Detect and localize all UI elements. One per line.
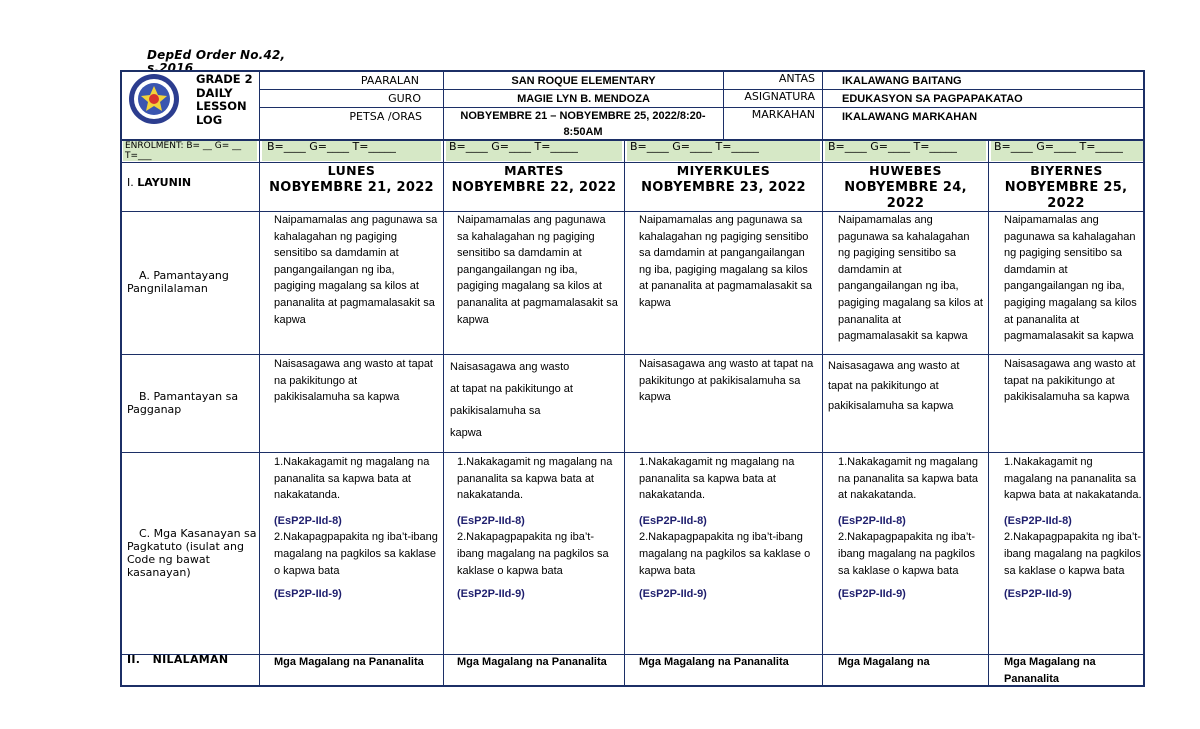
enrolment-label: ENROLMENT: B= __ G= __ T=___: [123, 141, 257, 161]
log-title-line: GRADE 2: [196, 72, 253, 86]
asignatura-value: EDUKASYON SA PAGPAPAKATAO: [842, 93, 1023, 105]
log-title-line: LOG: [196, 112, 223, 127]
nilalaman-miyerkules: Mga Magalang na Pananalita: [639, 656, 789, 668]
paaralan-value: SAN ROQUE ELEMENTARY: [511, 75, 656, 87]
competency-1-code: (EsP2P-IId-8): [274, 514, 342, 527]
competency-1-code: (EsP2P-IId-8): [457, 514, 525, 527]
row-c-huwebes: [838, 454, 984, 603]
nilalaman-heading: [127, 652, 257, 668]
day-miyerkules: MIYERKULES: [676, 163, 771, 178]
competency-2: 2.Nakapagpapakita ng iba’t-ibang magalang na pagkilos sa kaklase o kapwa bata: [838, 531, 975, 577]
row-c-martes: [457, 454, 620, 603]
nilalaman-martes: Mga Magalang na Pananalita: [457, 656, 607, 668]
log-title: [196, 73, 258, 127]
row-c-lunes: [274, 454, 440, 603]
layunin-label: LAYUNIN: [137, 176, 192, 189]
competency-1-code: (EsP2P-IId-8): [639, 514, 707, 527]
competency-2: 2.Nakapagpapakita ng iba’t-ibang magalang na pagkilos sa kaklase o kapwa bata: [457, 531, 609, 577]
row-a-miyerkules: Naipamamalas ang pagunawa sa kahalagahan ng pagiging sensitibo sa damdamin at pangangailangan ng iba, pagiging magalang sa kilos at pananalita at pagmamalasakit sa kapwa: [639, 214, 813, 309]
competency-2: 2.Nakapagpapakita ng iba’t-ibang magalang na pagkilos sa kaklase o kapwa bata: [274, 531, 438, 577]
competency-2-code: (EsP2P-IId-9): [838, 588, 906, 601]
date-huwebes: NOBYEMBRE 24, 2022: [844, 180, 967, 211]
row-b-miyerkules: Naisasagawa ang wasto at tapat na pakikitungo at pakikisalamuha sa kapwa: [639, 358, 814, 404]
deped-order-reference: DepEd Order No.42, s.2016: [147, 48, 286, 75]
row-b-biyernes: Naisasagawa ang wasto at tapat na pakikitungo at pakikisalamuha sa kapwa: [1004, 358, 1136, 404]
row-b-lunes: Naisasagawa ang wasto at tapat na pakikitungo at pakikisalamuha sa kapwa: [274, 358, 433, 404]
date-martes: NOBYEMBRE 22, 2022: [451, 180, 617, 195]
competency-2-code: (EsP2P-IId-9): [639, 588, 707, 601]
guro-value: MAGIE LYN B. MENDOZA: [517, 93, 650, 105]
competency-2-code: (EsP2P-IId-9): [274, 588, 342, 601]
competency-1: 1.Nakakagamit ng magalang na pananalita sa kapwa bata at nakakatanda.: [1004, 456, 1142, 502]
day-huwebes: HUWEBES: [869, 163, 942, 178]
competency-1: 1.Nakakagamit ng magalang na pananalita sa kapwa bata at nakakatanda.: [274, 456, 430, 502]
row-b-label: B. Pamantayan sa Pagganap: [127, 390, 239, 416]
log-title-line: LESSON: [196, 99, 247, 113]
competency-1: 1.Nakakagamit ng magalang na pananalita sa kapwa bata at nakakatanda.: [639, 456, 795, 502]
row-a-lunes: Naipamamalas ang pagunawa sa kahalagahan ng pagiging sensitibo sa damdamin at pangangailangan ng iba, pagiging magalang sa kilos at pananalita at pagmamalasakit sa kapwa: [274, 214, 438, 326]
row-c-miyerkules: [639, 454, 819, 603]
petsa-value: NOBYEMBRE 21 – NOBYEMBRE 25, 2022/8:20-8:50AM: [460, 110, 706, 138]
layunin-number: I.: [127, 176, 134, 189]
enrolment-martes: B=____ G=____ T=_____: [446, 141, 622, 161]
deped-seal-icon: [127, 72, 181, 126]
competency-1-code: (EsP2P-IId-8): [1004, 514, 1072, 527]
log-title-line: DAILY: [196, 85, 233, 100]
guro-label: GURO: [388, 92, 421, 105]
competency-1-code: (EsP2P-IId-8): [838, 514, 906, 527]
row-a-huwebes: Naipamamalas ang pagunawa sa kahalagahan ng pagiging sensitibo sa damdamin at pangangailangan ng iba, pagiging magalang sa kilos at pananalita at pagmamalasakit sa kapwa: [838, 214, 983, 343]
day-lunes: LUNES: [327, 163, 376, 178]
date-lunes: NOBYEMBRE 21, 2022: [269, 180, 434, 195]
nilalaman-lunes: Mga Magalang na Pananalita: [274, 656, 424, 668]
competency-2-code: (EsP2P-IId-9): [1004, 588, 1072, 601]
row-b-martes: Naisasagawa ang wasto at tapat na pakikitungo at pakikisalamuha sa kapwa: [450, 361, 573, 439]
nilalaman-label: NILALAMAN: [152, 653, 229, 666]
row-c-biyernes: [1004, 454, 1142, 603]
enrolment-huwebes: B=____ G=____ T=_____: [825, 141, 986, 161]
day-martes: MARTES: [504, 163, 564, 178]
date-biyernes: NOBYEMBRE 25, 2022: [1004, 180, 1128, 211]
competency-2-code: (EsP2P-IId-9): [457, 588, 525, 601]
asignatura-label: ASIGNATURA: [744, 90, 815, 103]
competency-1: 1.Nakakagamit ng magalang na pananalita sa kapwa bata at nakakatanda.: [838, 456, 979, 502]
markahan-label: MARKAHAN: [751, 108, 815, 121]
competency-2: 2.Nakapagpapakita ng iba’t-ibang magalang na pagkilos sa kaklase o kapwa bata: [639, 531, 811, 577]
enrolment-miyerkules: B=____ G=____ T=_____: [627, 141, 820, 161]
nilalaman-number: II.: [127, 653, 141, 666]
petsa-label: PETSA /ORAS: [349, 110, 422, 123]
nilalaman-biyernes: Mga Magalang na Pananalita: [1004, 656, 1096, 685]
nilalaman-huwebes: Mga Magalang na: [838, 656, 930, 668]
antas-value: IKALAWANG BAITANG: [842, 75, 962, 87]
row-a-label: A. Pamantayang Pangnilalaman: [127, 269, 229, 295]
enrolment-biyernes: B=____ G=____ T=_____: [991, 141, 1143, 161]
date-miyerkules: NOBYEMBRE 23, 2022: [641, 180, 806, 195]
markahan-value: IKALAWANG MARKAHAN: [842, 111, 978, 123]
layunin-heading: [127, 175, 257, 191]
row-a-biyernes: Naipamamalas ang pagunawa sa kahalagahan ng pagiging sensitibo sa damdamin at pangangailangan ng iba, pagiging magalang sa kilos at pananalita at pagmamalasakit sa kapwa: [1004, 214, 1137, 343]
row-a-martes: Naipamamalas ang pagunawa sa kahalagahan ng pagiging sensitibo sa damdamin at pangangailangan ng iba, pagiging magalang sa kilos at pananalita at pagmamalasakit sa kapwa: [457, 214, 618, 326]
competency-1: 1.Nakakagamit ng magalang na pananalita sa kapwa bata at nakakatanda.: [457, 456, 613, 502]
antas-label: ANTAS: [778, 72, 815, 85]
day-biyernes: BIYERNES: [1030, 163, 1103, 178]
row-b-huwebes: Naisasagawa ang wasto at tapat na pakikitungo at pakikisalamuha sa kapwa: [828, 360, 960, 412]
row-c-label: C. Mga Kasanayan sa Pagkatuto (isulat ang Code ng bawat kasanayan): [127, 527, 257, 579]
enrolment-lunes: B=____ G=____ T=_____: [262, 141, 441, 161]
competency-2: 2.Nakapagpapakita ng iba’t-ibang magalang na pagkilos sa kaklase o kapwa bata: [1004, 531, 1141, 577]
paaralan-label: PAARALAN: [360, 74, 419, 87]
